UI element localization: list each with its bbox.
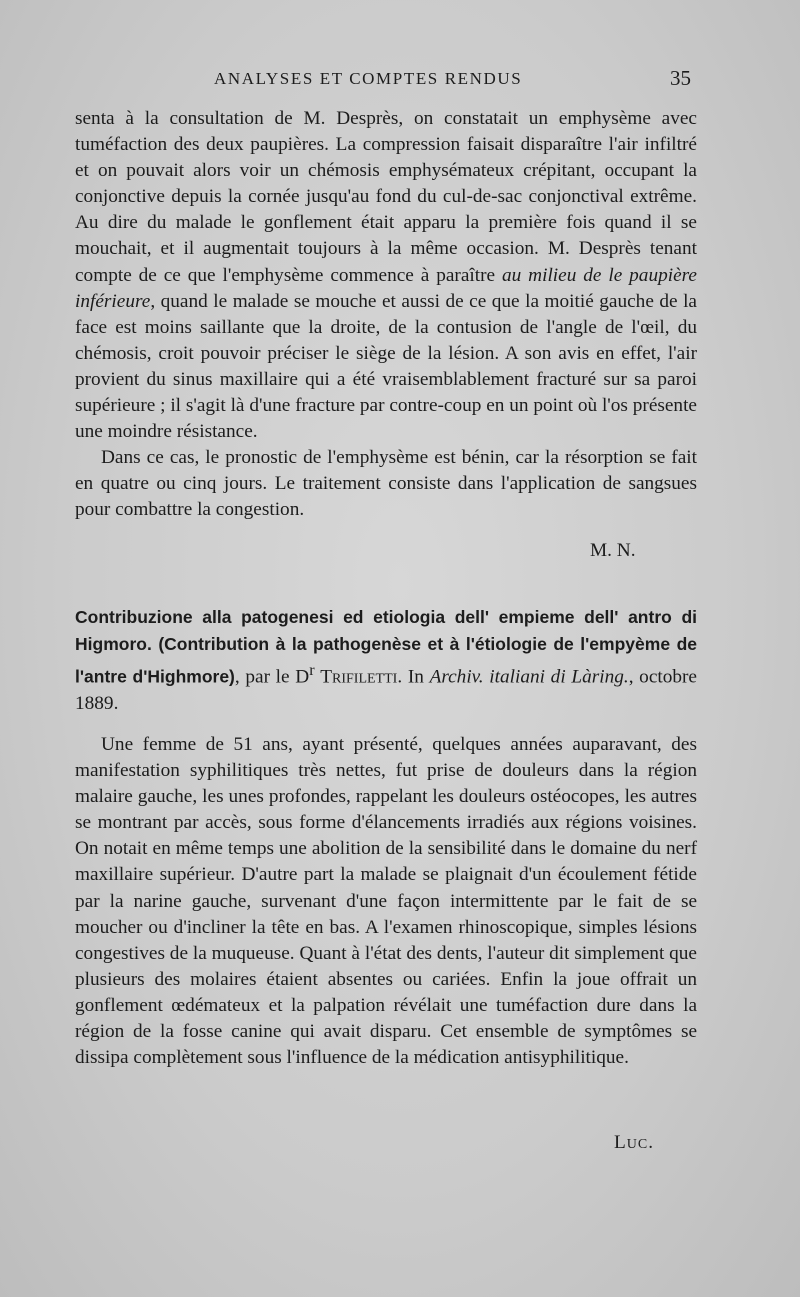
signature-luc: Luc. <box>614 1132 655 1153</box>
conclusion-paragraph: Dans ce cas, le pronostic de l'emphysème est bénin, car la résorption se fait en quatre ou cinq jours. Le traitement consiste dans l'application de sangsues pour combattre la congestion. <box>75 447 697 521</box>
article-body <box>75 732 697 1071</box>
emphasis-phrase: au milieu de le paupière inférieure <box>75 264 697 312</box>
article-heading <box>75 604 697 717</box>
author-name: Trifiletti <box>320 666 398 688</box>
doctor-superscript: r <box>309 662 315 680</box>
continuation-paragraph <box>75 106 697 445</box>
continuation-text-after: , quand le malade se mouche et aussi de ce que la moitié gauche de la face est moins saillante que la droite, de la contusion de l'angle de l'œil, du chémosis, croit pouvoir préciser le siège de la lésion. A son avis en effet, l'air provient du sinus maxillaire qui a été vraisemblablement fracturé sur sa paroi supérieure ; il s'agit là d'une fracture par contre-coup en un point où l'os présente une moindre résistance. <box>75 290 697 443</box>
running-title: ANALYSES ET COMPTES RENDUS <box>214 69 523 88</box>
page-number: 35 <box>670 66 691 90</box>
title-french: (Contribution à la pathogenèse et à l'étiologie de l'empyème de l'antre d'Highmore) <box>75 634 697 687</box>
title-italian: Contribuzione alla patogenesi ed etiologia dell' empieme dell' antro di Higmoro. <box>75 607 697 655</box>
citation <box>75 604 697 717</box>
continuation-text-before: senta à la consultation de M. Desprès, on constatait un emphysème avec tuméfaction des deux paupières. La compression faisait disparaître l'air infiltré et on pouvait alors voir un chémosis emphysémateux crépitant, occupant la conjonctive depuis la cornée jusqu'au fond du cul-de-sac conjonctival extrême. Au dire du malade le gonflement était apparu la première fois quand il se mouchait, et il augmentait toujours à la même occasion. M. Desprès tenant compte de ce que l'emphysème commence à paraître <box>75 108 697 286</box>
journal-name: Archiv. italiani di Làring. <box>429 666 629 688</box>
article-continuation <box>75 106 697 524</box>
running-header <box>0 64 800 94</box>
publication-date: , octobre 1889. <box>75 666 697 714</box>
signature-mn: M. N. <box>590 540 636 561</box>
in-label: . In <box>397 666 424 688</box>
body-paragraph: Une femme de 51 ans, ayant présenté, quelques années auparavant, des manifestation syphilitiques très nettes, fut prise de douleurs dans la région malaire gauche, les unes profondes, rappelant les douleurs ostéocopes, les autres se montrant par accès, sous forme d'élancements irradiés aux régions voisines. On notait en même temps une abolition de la sensibilité dans le domaine du nerf maxillaire supérieur. D'autre part la malade se plaignait d'un écoulement fétide par la narine gauche, survenant d'une façon intermittente par le fait de se moucher ou d'incliner la tête en bas. A l'examen rhinoscopique, simples lésions congestives de la muqueuse. Quant à l'état des dents, l'auteur dit simplement que plusieurs des molaires étaient absentes ou cariées. Enfin la joue offrait un gonflement œdémateux et la palpation révélait une tuméfaction dure dans la région de la fosse canine qui avait disparu. Cet ensemble de symptômes se dissipa complètement sous l'influence de la médication antisyphilitique. <box>75 734 697 1069</box>
by-label: , par le D <box>234 666 310 688</box>
